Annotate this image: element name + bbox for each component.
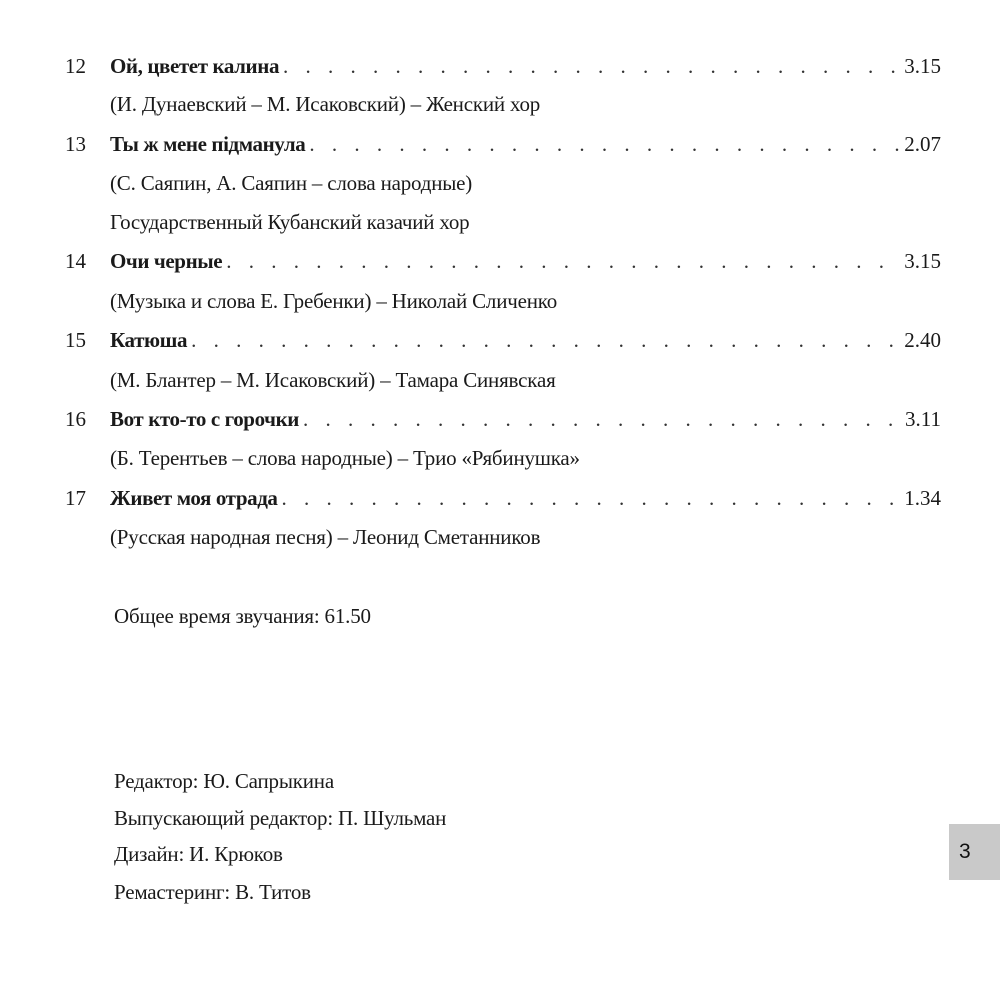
track-details: (Музыка и слова Е. Гребенки) – Николай Сличенко bbox=[110, 289, 558, 313]
dot-leader bbox=[283, 54, 900, 79]
credit-managing-editor: Выпускающий редактор: П. Шульман bbox=[114, 806, 447, 830]
track-13 bbox=[65, 132, 941, 157]
track-title: Очи черные bbox=[110, 249, 223, 273]
track-duration: 2.40 bbox=[904, 328, 941, 352]
track-number: 16 bbox=[65, 407, 86, 431]
dot-leader bbox=[303, 407, 901, 432]
dot-leader bbox=[282, 486, 901, 511]
track-duration: 3.15 bbox=[904, 54, 941, 78]
track-12 bbox=[65, 54, 941, 79]
track-details: Государственный Кубанский казачий хор bbox=[110, 210, 470, 234]
track-duration: 1.34 bbox=[904, 486, 941, 510]
credit-editor: Редактор: Ю. Сапрыкина bbox=[114, 769, 334, 793]
track-details: (И. Дунаевский – М. Исаковский) – Женский хор bbox=[110, 92, 541, 116]
track-number: 13 bbox=[65, 132, 86, 156]
track-number: 14 bbox=[65, 249, 86, 273]
track-details: (Б. Терентьев – слова народные) – Трио «Рябинушка» bbox=[110, 446, 580, 470]
dot-leader bbox=[226, 249, 900, 274]
track-duration: 3.15 bbox=[904, 249, 941, 273]
track-title: Ты ж мене підманула bbox=[110, 132, 306, 156]
track-duration: 2.07 bbox=[904, 132, 941, 156]
track-number: 17 bbox=[65, 486, 86, 510]
track-details: (Русская народная песня) – Леонид Сметанников bbox=[110, 525, 541, 549]
track-14 bbox=[65, 249, 941, 274]
page-number bbox=[949, 824, 1000, 880]
total-time: Общее время звучания: 61.50 bbox=[114, 604, 371, 628]
track-details: (М. Блантер – М. Исаковский) – Тамара Синявская bbox=[110, 368, 556, 392]
credit-design: Дизайн: И. Крюков bbox=[114, 842, 283, 866]
track-title: Катюша bbox=[110, 328, 188, 352]
track-17 bbox=[65, 486, 941, 511]
track-details: (С. Саяпин, А. Саяпин – слова народные) bbox=[110, 171, 473, 195]
credit-remastering: Ремастеринг: В. Титов bbox=[114, 880, 311, 904]
page-number-label: 3 bbox=[959, 840, 971, 863]
track-title: Ой, цветет калина bbox=[110, 54, 280, 78]
track-title: Вот кто-то с горочки bbox=[110, 407, 299, 431]
track-number: 15 bbox=[65, 328, 86, 352]
track-duration: 3.11 bbox=[905, 407, 941, 431]
track-15 bbox=[65, 328, 941, 353]
dot-leader bbox=[309, 132, 900, 157]
track-number: 12 bbox=[65, 54, 86, 78]
track-title: Живет моя отрада bbox=[110, 486, 278, 510]
track-16 bbox=[65, 407, 941, 432]
dot-leader bbox=[191, 328, 900, 353]
